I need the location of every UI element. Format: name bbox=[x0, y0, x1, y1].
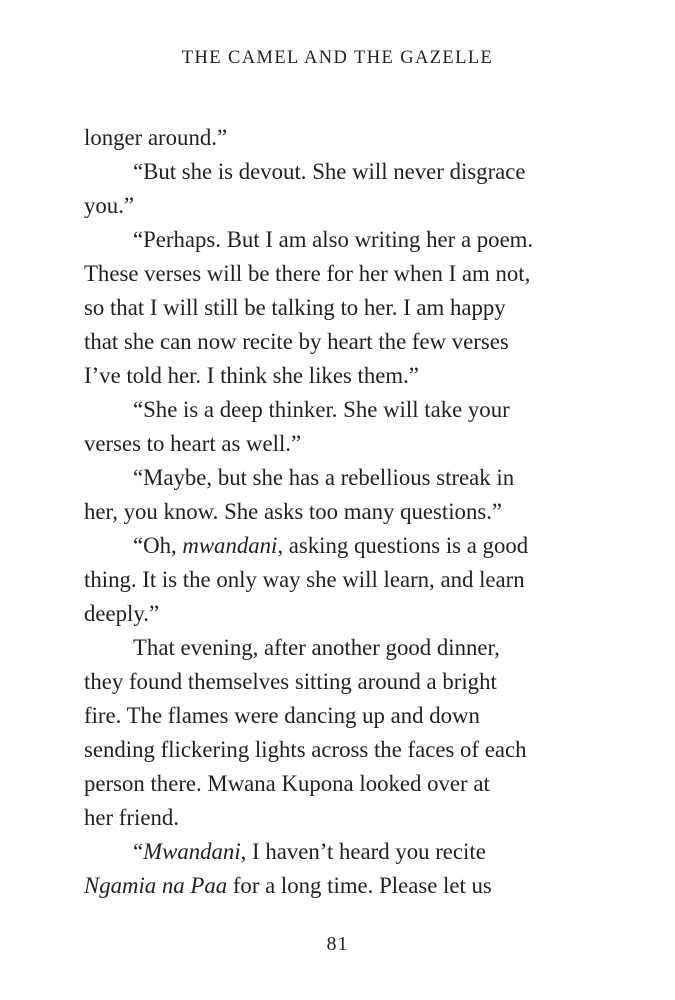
text-line bbox=[84, 223, 594, 257]
text-line bbox=[84, 597, 594, 631]
text-line bbox=[84, 529, 594, 563]
text-line bbox=[84, 495, 594, 529]
text-segment: I’ve told her. I think she likes them.” bbox=[84, 363, 419, 388]
text-line bbox=[84, 835, 594, 869]
text-segment: that she can now recite by heart the few verses bbox=[84, 329, 509, 354]
text-line bbox=[84, 291, 594, 325]
text-line bbox=[84, 801, 594, 835]
text-segment: longer around.” bbox=[84, 125, 228, 150]
italic-text: mwandani bbox=[182, 533, 278, 558]
text-line bbox=[84, 869, 594, 903]
italic-text: Ngamia na Paa bbox=[84, 873, 228, 898]
text-segment: you.” bbox=[84, 193, 135, 218]
text-line bbox=[84, 325, 594, 359]
text-line bbox=[84, 461, 594, 495]
text-line bbox=[84, 359, 594, 393]
text-segment: fire. The flames were dancing up and down bbox=[84, 703, 480, 728]
text-line bbox=[84, 427, 594, 461]
text-line bbox=[84, 665, 594, 699]
text-segment: person there. Mwana Kupona looked over at bbox=[84, 771, 490, 796]
text-line bbox=[84, 699, 594, 733]
text-segment: , asking questions is a good bbox=[277, 533, 529, 558]
text-segment: “She is a deep thinker. She will take your bbox=[133, 397, 510, 422]
text-segment: for a long time. Please let us bbox=[227, 873, 492, 898]
text-line bbox=[84, 767, 594, 801]
text-line bbox=[84, 257, 594, 291]
italic-text: Mwandani bbox=[143, 839, 241, 864]
text-line bbox=[84, 121, 594, 155]
text-line bbox=[84, 155, 594, 189]
page-number: 81 bbox=[326, 933, 349, 955]
text-line bbox=[84, 563, 594, 597]
body-text bbox=[84, 121, 594, 903]
text-segment: These verses will be there for her when I am not, bbox=[84, 261, 531, 286]
text-segment: they found themselves sitting around a bright bbox=[84, 669, 497, 694]
text-line bbox=[84, 631, 594, 665]
text-segment: thing. It is the only way she will learn, and learn bbox=[84, 567, 525, 592]
text-segment: “But she is devout. She will never disgrace bbox=[133, 159, 526, 184]
text-line bbox=[84, 393, 594, 427]
text-segment: “ bbox=[133, 839, 144, 864]
text-segment: her, you know. She asks too many questions.” bbox=[84, 499, 503, 524]
text-segment: sending flickering lights across the faces of each bbox=[84, 737, 527, 762]
text-segment: , I haven’t heard you recite bbox=[240, 839, 486, 864]
running-head: THE CAMEL AND THE GAZELLE bbox=[181, 48, 494, 68]
text-segment: her friend. bbox=[84, 805, 179, 830]
text-segment: so that I will still be talking to her. I am happy bbox=[84, 295, 506, 320]
text-segment: “Maybe, but she has a rebellious streak in bbox=[133, 465, 515, 490]
text-segment: That evening, after another good dinner, bbox=[133, 635, 500, 660]
text-segment: verses to heart as well.” bbox=[84, 431, 302, 456]
text-line bbox=[84, 733, 594, 767]
text-segment: “Perhaps. But I am also writing her a poem. bbox=[133, 227, 534, 252]
text-line bbox=[84, 189, 594, 223]
text-segment: “Oh, bbox=[133, 533, 183, 558]
text-segment: deeply.” bbox=[84, 601, 160, 626]
